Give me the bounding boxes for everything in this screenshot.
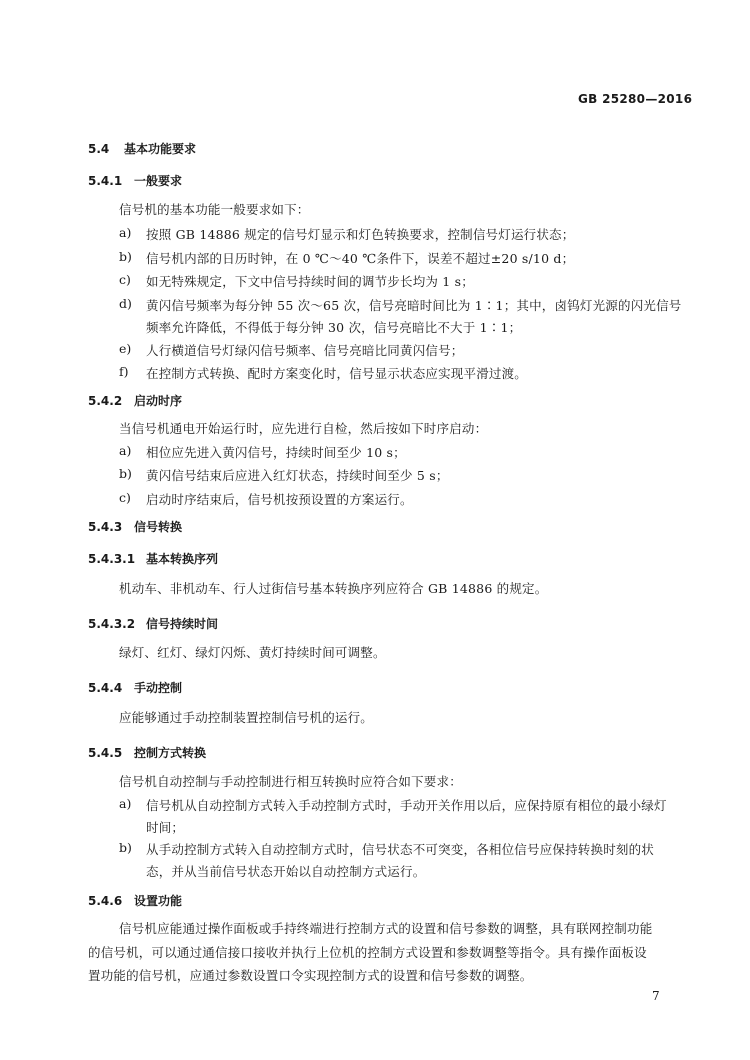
list-label: c) (119, 490, 131, 505)
list-text: 时间； (146, 820, 185, 835)
list-text: 按照 GB 14886 规定的信号灯显示和灯色转换要求，控制信号灯运行状态； (146, 227, 575, 242)
heading-5-4-1 (88, 172, 182, 189)
list-label: a) (119, 225, 132, 240)
heading-title: 基本转换序列 (146, 552, 219, 566)
paragraph-line: 置功能的信号机，应通过参数设置口令实现控制方式的设置和信号参数的调整。 (88, 968, 533, 983)
list-label: a) (119, 443, 132, 458)
paragraph: 应能够通过手动控制装置控制信号机的运行。 (119, 710, 374, 725)
heading-5-4-6 (88, 892, 182, 909)
heading-title: 手动控制 (134, 681, 183, 695)
list-text: 启动时序结束后，信号机按预设置的方案运行。 (146, 492, 413, 507)
heading-5-4-3-2 (88, 615, 218, 632)
list-text: 从手动控制方式转入自动控制方式时，信号状态不可突变，各相位信号应保持转换时刻的状 (146, 842, 655, 857)
heading-5-4-2 (88, 392, 182, 409)
heading-title: 控制方式转换 (134, 746, 207, 760)
heading-5-4-4 (88, 679, 182, 696)
standard-number: GB 25280—2016 (578, 92, 693, 106)
list-label: d) (119, 296, 132, 311)
heading-number: 5.4 (88, 142, 110, 156)
list-label: b) (119, 840, 132, 855)
list-text: 黄闪信号结束后应进入红灯状态，持续时间至少 5 s； (146, 468, 449, 483)
heading-number: 5.4.1 (88, 174, 123, 188)
heading-number: 5.4.3.1 (88, 552, 136, 566)
paragraph: 当信号机通电开始运行时，应先进行自检，然后按如下时序启动： (119, 421, 488, 436)
list-label: c) (119, 272, 131, 287)
heading-number: 5.4.6 (88, 894, 123, 908)
list-text: 人行横道信号灯绿闪信号频率、信号亮暗比同黄闪信号； (146, 343, 464, 358)
list-text: 相位应先进入黄闪信号，持续时间至少 10 s； (146, 445, 406, 460)
heading-number: 5.4.3.2 (88, 617, 136, 631)
heading-number: 5.4.3 (88, 520, 123, 534)
list-text: 在控制方式转换、配时方案变化时，信号显示状态应实现平滑过渡。 (146, 366, 528, 381)
paragraph: 信号机自动控制与手动控制进行相互转换时应符合如下要求： (119, 774, 462, 789)
heading-title: 设置功能 (134, 894, 183, 908)
heading-number: 5.4.2 (88, 394, 123, 408)
list-text: 态，并从当前信号状态开始以自动控制方式运行。 (146, 864, 426, 879)
paragraph: 机动车、非机动车、行人过街信号基本转换序列应符合 GB 14886 的规定。 (119, 581, 548, 596)
heading-number: 5.4.4 (88, 681, 123, 695)
heading-5-4-3 (88, 518, 182, 535)
paragraph: 信号机的基本功能一般要求如下： (119, 202, 310, 217)
list-label: f) (119, 364, 129, 379)
heading-title: 启动时序 (134, 394, 183, 408)
list-label: e) (119, 341, 132, 356)
heading-title: 信号持续时间 (146, 617, 219, 631)
list-text: 信号机内部的日历时钟，在 0 ℃～40 ℃条件下，误差不超过±20 s/10 d； (146, 251, 575, 266)
heading-title: 一般要求 (134, 174, 183, 188)
heading-5-4 (88, 140, 196, 157)
list-label: b) (119, 249, 132, 264)
list-label: b) (119, 466, 132, 481)
list-label: a) (119, 796, 132, 811)
list-text: 黄闪信号频率为每分钟 55 次～65 次，信号亮暗时间比为 1∶1；其中，卤钨灯光源的闪光信号 (146, 298, 682, 313)
list-text: 信号机从自动控制方式转入手动控制方式时，手动开关作用以后，应保持原有相位的最小绿灯 (146, 798, 667, 813)
list-text: 如无特殊规定，下文中信号持续时间的调节步长均为 1 s； (146, 274, 474, 289)
heading-title: 基本功能要求 (124, 142, 197, 156)
paragraph: 绿灯、红灯、绿灯闪烁、黄灯持续时间可调整。 (119, 645, 386, 660)
list-text: 频率允许降低，不得低于每分钟 30 次，信号亮暗比不大于 1∶1； (146, 320, 522, 335)
heading-title: 信号转换 (134, 520, 183, 534)
paragraph-line: 的信号机，可以通过通信接口接收并执行上位机的控制方式设置和参数调整等指令。具有操作面板设 (88, 945, 647, 960)
heading-5-4-5 (88, 744, 206, 761)
page-number: 7 (652, 989, 660, 1003)
heading-number: 5.4.5 (88, 746, 123, 760)
paragraph-line: 信号机应能通过操作面板或手持终端进行控制方式的设置和信号参数的调整，具有联网控制功能 (119, 921, 653, 936)
heading-5-4-3-1 (88, 550, 218, 567)
